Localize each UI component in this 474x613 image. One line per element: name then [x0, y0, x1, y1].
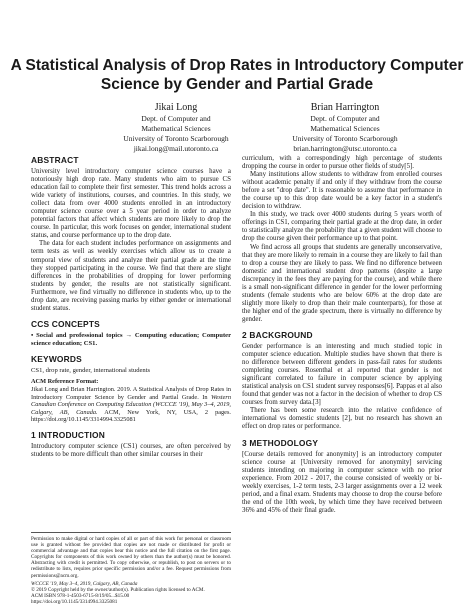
- author-institution: University of Toronto Scarborough: [292, 134, 398, 143]
- author-name: Jikai Long: [154, 102, 198, 113]
- body-paragraph: We find across all groups that students are generally unconservative, that they are more likely to remain in a course they are likely to fail than to drop a course they are likely to pass. We find no difference between domestic and international student drop patterns (despite a large discrepancy in the fees they are paying for the course), and while there is a small non-significant difference in gender for the lower performing students (female students who are below 60% at the drop date are slightly more likely to drop than their male counterparts), for those at the higher end of the grade spectrum, there is virtually no difference by gender.: [242, 243, 442, 323]
- keywords-heading: KEYWORDS: [31, 353, 82, 364]
- author-dept: Dept. of Computer and: [310, 114, 380, 123]
- reference-format-text: Jikai Long and Brian Harrington. 2019. A Statistical Analysis of Drop Rates in Introductory Computer Science by Gender and Partial Grade. In Western Canadian Conference on Computing Education (WCCCE '19), May 3–4, 2019, Calgary, AB, Canada. ACM, New York, NY, USA, 2 pages. https://doi.org/10.1145/3314994.3325081: [31, 386, 231, 424]
- author-email: brian.harrington@utsc.utoronto.ca: [293, 144, 397, 153]
- author-dept: Mathematical Sciences: [141, 124, 211, 133]
- author-email: jikai.long@mail.utoronto.ca: [133, 144, 219, 153]
- copyright-line: © 2019 Copyright held by the owner/author(s). Publication rights licensed to ACM.: [31, 586, 205, 593]
- ccs-heading: CCS CONCEPTS: [31, 318, 100, 329]
- author-block-2: [245, 101, 445, 154]
- conference-info: WCCCE '19, May 3–4, 2019, Calgary, AB, Canada: [31, 580, 138, 587]
- body-paragraph: curriculum, with a correspondingly high percentage of students dropping the course in order to pursue other fields of study[5].: [242, 155, 442, 171]
- ccs-concepts: • Social and professional topics → Computing education; Computer science education; CS1.: [31, 331, 231, 347]
- reference-format-label: ACM Reference Format:: [31, 377, 99, 385]
- right-column: [242, 155, 442, 515]
- keywords-text: CS1, drop rate, gender, international students: [31, 366, 151, 374]
- introduction-heading: 1 INTRODUCTION: [31, 430, 105, 440]
- reference-venue: Western Canadian Conference on Computing Education (WCCCE '19), May 3–4, 2019, Calgary, AB, Canada.: [31, 393, 231, 416]
- permission-footnote: Permission to make digital or hard copies of all or part of this work for personal or classroom use is granted without fee provided that copies are not made or distributed for profit or commercial advantage and that copies bear this notice and the full citation on the first page. Copyrights for components of this work owned by others than the author(s) must be honored. Abstracting with credit is permitted. To copy otherwise, or republish, to post on servers or to redistribute to lists, requires prior specific permission and/or a fee. Request permissions from permissions@acm.org. WCCCE '19, May 3–4, 2019, Calgary, AB, Canada © 2019 Copyright held by the owner/author(s). Publication rights licensed to ACM. ACM ISBN 978-1-4503-6715-8/19/05...$15.00 https://doi.org/10.1145/3314994.3325081: [31, 532, 231, 605]
- methodology-heading: 3 METHODOLOGY: [242, 437, 319, 448]
- isbn-line: ACM ISBN 978-1-4503-6715-8/19/05...$15.00: [31, 592, 130, 599]
- doi-link[interactable]: https://doi.org/10.1145/3314994.3325081: [31, 598, 118, 605]
- background-paragraph: There has been some research into the relative confidence of international vs domestic students [2], but no research has shown an effect on drop rates or performance.: [242, 407, 442, 431]
- author-institution: University of Toronto Scarborough: [123, 134, 229, 143]
- author-dept: Dept. of Computer and: [141, 114, 211, 123]
- methodology-paragraph: [Course details removed for anonymity] is an introductory computer science course at [University removed for anonymity] servicing students intending on majoring in computer science with no prior experience. From 2012 - 2017, the course consisted of weekly or bi-weekly exercises, 1-2 term tests, 2-3 larger assignments over a 12 week period, and a final exam. Students may choose to drop the course before the end of the 10th week, by which time they have received between 36% and 45% of their final grade.: [242, 450, 442, 514]
- background-paragraph: Gender performance is an interesting and much studied topic in computer science education. Multiple studies have shown that there is no difference between different genders in pass-fail rates for students completing courses. Rosenthal et al reported that gender is not significant correlated to failure in computer science by applying statistical analysis on CS1 student survey responses[6]. Pappas et al also found that gender was not a factor in the decision of whether to drop CS courses from survey data.[3]: [242, 342, 442, 407]
- author-dept: Mathematical Sciences: [310, 124, 380, 133]
- background-heading: 2 BACKGROUND: [242, 329, 313, 340]
- abstract-heading: ABSTRACT: [31, 155, 79, 165]
- body-paragraph: In this study, we track over 4000 students during 5 years worth of offerings in CS1, comparing their partial grade at the drop date, in order to statistically analyze the probability that a given student will choose to drop the course given their performance up to that point.: [242, 211, 442, 243]
- left-column: [31, 155, 231, 459]
- paper-title: [0, 56, 474, 94]
- title-line-1: A Statistical Analysis of Drop Rates in Introductory Computer: [10, 57, 464, 74]
- author-name: Brian Harrington: [310, 102, 380, 113]
- title-line-2: Science by Gender and Partial Grade: [100, 76, 374, 93]
- abstract-paragraph: University level introductory computer science courses have a notoriously high drop rate. Many students who aim to pursue CS education fail to complete their first semester. This trend holds across a wide variety of institutions, courses, and countries. In this study, we collect data from over 4000 students enrolled in an introductory computer science course over a 5 year period in order to analyze potential factors that affect which students are more likely to drop the course. In particular, this work focuses on gender, international student status, and course performance up to the drop date.: [31, 168, 231, 240]
- abstract-paragraph: The data for each student includes performance on assignments and term tests as well as weekly exercises which allow us to create a temporal view of students and analyze their partial grade at the time they stopped participating in the course. We find that there are slight differences in the probabilities of dropping for lower performing students by gender, the results are not statistically significant. Furthermore, we find virtually no difference in students who, up to the drop date, are receiving passing marks by either gender or international student status.: [31, 240, 231, 312]
- body-paragraph: Many institutions allow students to withdraw from enrolled courses without academic penalty if and only if they withdraw from the course before a set "drop date". It is reasonable to assume that performance in the course up to this drop date would be a key factor in a student's decision to withdraw.: [242, 171, 442, 211]
- introduction-paragraph: Introductory computer science (CS1) courses, are often perceived by students to be more difficult than other similar courses in their: [31, 443, 231, 459]
